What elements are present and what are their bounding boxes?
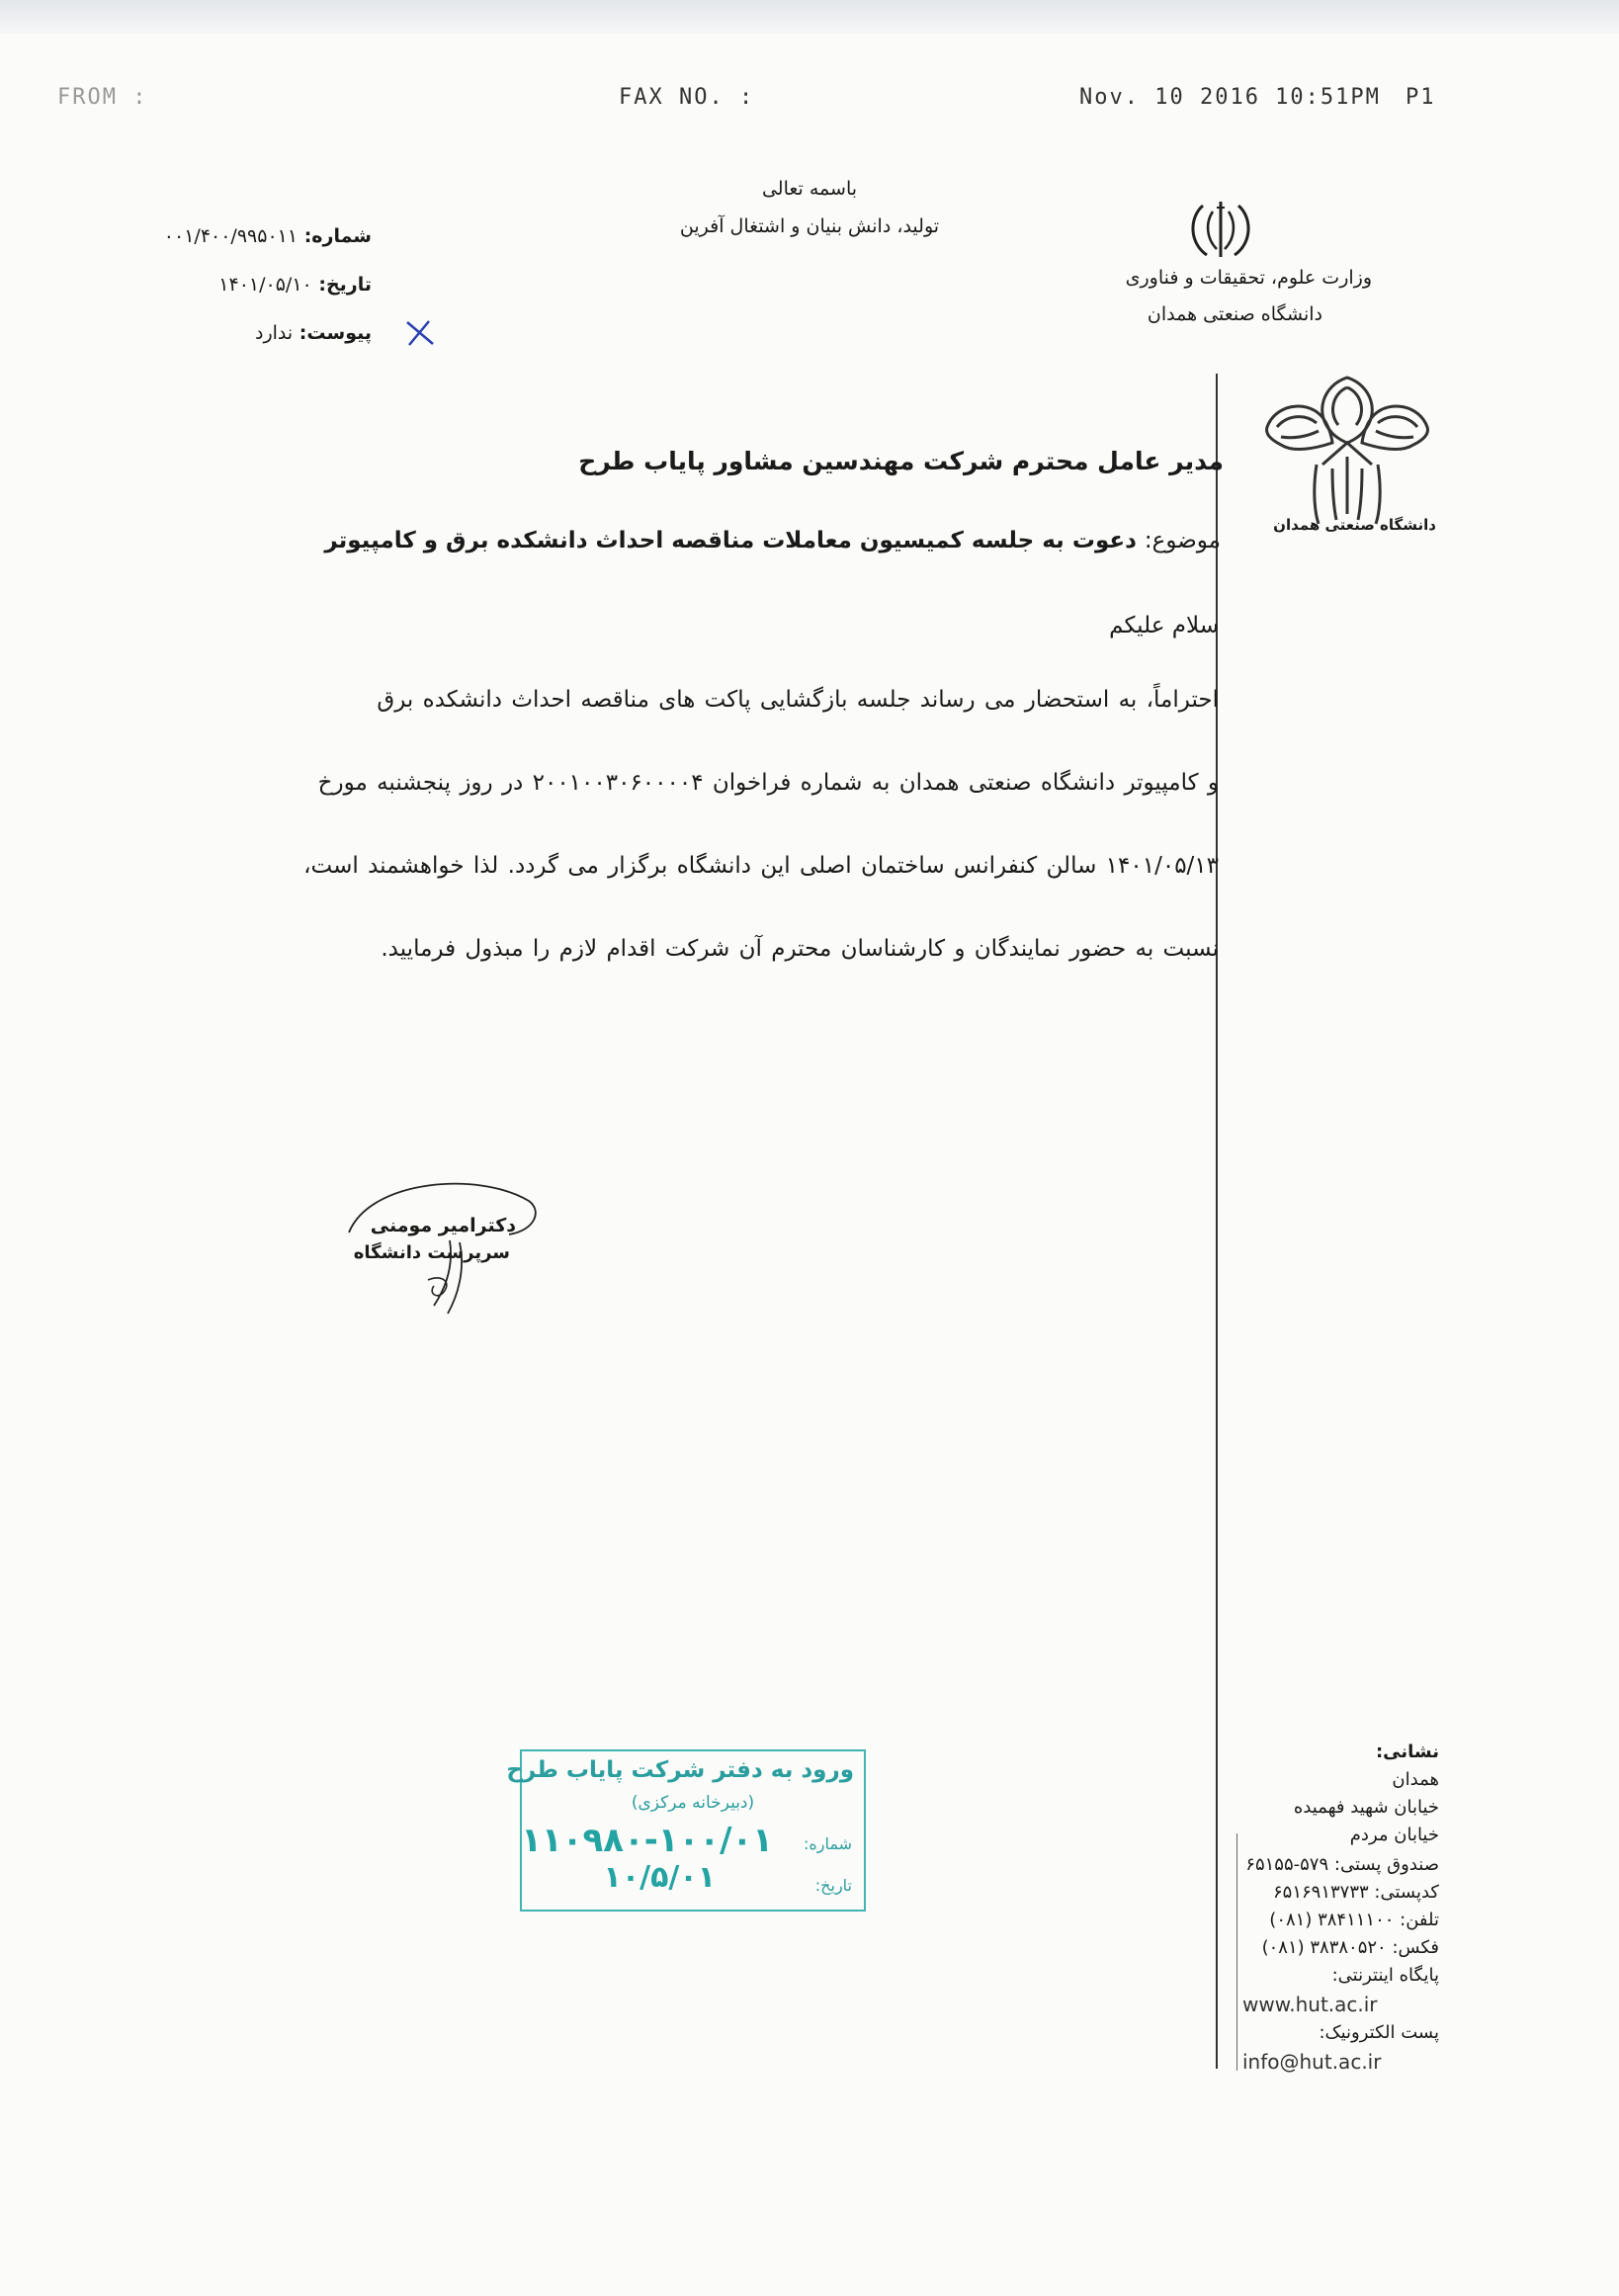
phone: تلفن: ۳۸۴۱۱۱۰۰ (۰۸۱) [1269, 1910, 1439, 1930]
address-title: نشانی: [1375, 1742, 1439, 1762]
postal-code: کدپستی: ۶۵۱۶۹۱۳۷۳۳ [1273, 1882, 1439, 1903]
email-label: پست الکترونیک: [1319, 2022, 1439, 2043]
letter-number [164, 225, 372, 247]
fax-from-label: FROM : [57, 85, 148, 110]
stamp-date-value: ۱۰/۵/۰۱ [603, 1860, 716, 1895]
greeting: سلام علیکم [1109, 613, 1219, 638]
body-line: و کامپیوتر دانشگاه صنعتی همدان به شماره فراخوان ۲۰۰۱۰۰۳۰۶۰۰۰۰۴ در روز پنجشنبه مورخ [317, 770, 1219, 796]
letter-number-value: ۰۰۱/۴۰۰/۹۹۵۰۱۱ [163, 225, 298, 247]
signature-block [331, 1171, 544, 1319]
fax-number-label: FAX NO. : [619, 85, 755, 110]
subject-line [324, 528, 1221, 553]
stamp-date-label: تاریخ: [814, 1876, 852, 1895]
stamp-number-value: ۱۱۰۹۸۰-۱۰۰/۰۱ [521, 1821, 773, 1860]
address-line: خیابان مردم [1349, 1825, 1439, 1845]
body-line: ۱۴۰۱/۰۵/۱۳ سالن کنفرانس ساختمان اصلی این دانشگاه برگزار می گردد. لذا خواهشمند است، [303, 853, 1219, 879]
subject-text: دعوت به جلسه کمیسیون معاملات مناقصه احداث دانشکده برق و کامپیوتر [324, 528, 1137, 553]
received-stamp [506, 1749, 866, 1912]
letter-date [218, 274, 372, 296]
website-label: پایگاه اینترنتی: [1331, 1965, 1439, 1986]
signatory-title: سرپرست دانشگاه [353, 1242, 510, 1263]
stamp-subtitle: (دبیرخانه مرکزی) [631, 1793, 755, 1813]
email-link[interactable]: info@hut.ac.ir [1242, 2050, 1382, 2074]
letter-attachment [255, 322, 372, 344]
university-name: دانشگاه صنعتی همدان [1147, 303, 1322, 325]
handwritten-x-mark [403, 318, 437, 348]
subject-label: موضوع: [1144, 528, 1221, 553]
recipient: مدیر عامل محترم شرکت مهندسین مشاور پایاب طرح [578, 447, 1224, 475]
address-divider [1236, 1833, 1237, 2071]
website-link[interactable]: www.hut.ac.ir [1242, 1993, 1378, 2016]
letter-date-value: ۱۴۰۱/۰۵/۱۰ [218, 274, 312, 296]
fax-datetime: Nov. 10 2016 10:51PM [1079, 85, 1381, 110]
motto: تولید، دانش بنیان و اشتغال آفرین [679, 215, 940, 237]
letter-attachment-value: ندارد [254, 322, 294, 344]
postbox: صندوق پستی: ۵۷۹-۶۵۱۵۵ [1245, 1854, 1439, 1875]
stamp-title: ورود به دفتر شرکت پایاب طرح [506, 1757, 854, 1783]
fax: فکس: ۳۸۳۸۰۵۲۰ (۰۸۱) [1261, 1937, 1439, 1958]
iran-emblem-icon [1181, 198, 1260, 263]
address-line: خیابان شهید فهمیده [1293, 1797, 1439, 1818]
letter-date-label: تاریخ: [318, 274, 372, 296]
scan-top-band [0, 0, 1619, 34]
address-line: همدان [1392, 1769, 1439, 1790]
body-line: احتراماً، به استحضار می رساند جلسه بازگشایی پاکت های مناقصه احداث دانشکده برق [377, 687, 1219, 713]
letter-number-label: شماره: [303, 225, 372, 247]
letter-attachment-label: پیوست: [298, 322, 372, 344]
signatory-name: دکترامیر مومنی [370, 1215, 516, 1236]
body-line: نسبت به حضور نمایندگان و کارشناسان محترم آن شرکت اقدام لازم را مبذول فرمایید. [381, 936, 1219, 962]
stamp-number-label: شماره: [803, 1834, 852, 1853]
ministry-name: وزارت علوم، تحقیقات و فناوری [1125, 267, 1372, 289]
bismillah: باسمه تعالی [761, 178, 858, 200]
fax-page: P1 [1406, 85, 1436, 110]
university-logo-icon [1253, 366, 1441, 539]
logo-caption: دانشگاه صنعتی همدان [1273, 516, 1436, 534]
